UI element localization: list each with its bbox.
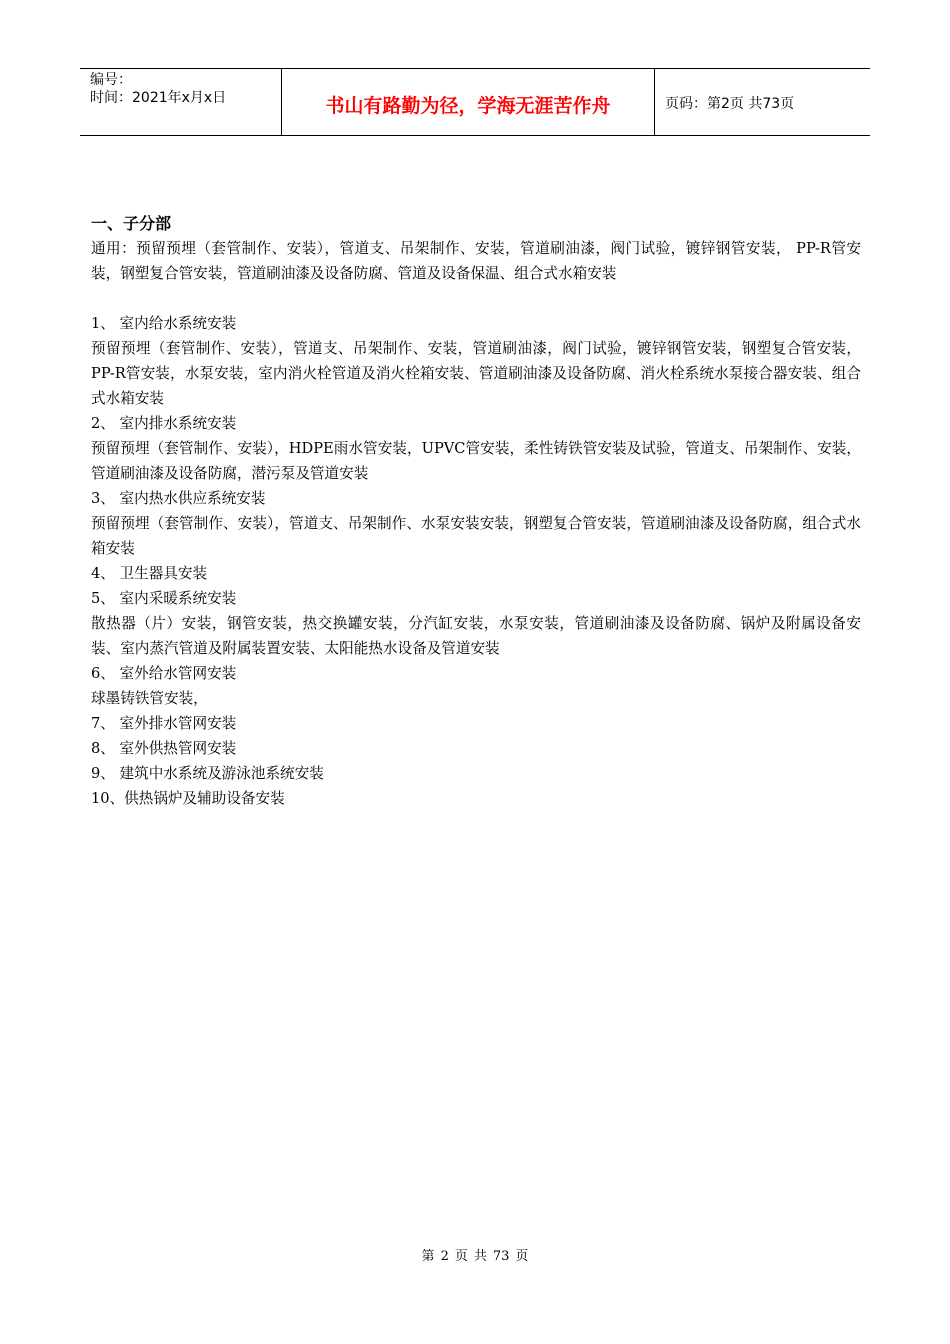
subsection-detail: 预留预埋（套管制作、安装），HDPE雨水管安装，UPVC管安装，柔性铸铁管安装及试验，管道支、吊架制作、安装，管道刷油漆及设备防腐，潜污泵及管道安装 [91,440,861,482]
subsection-heading: 4、 卫生器具安装 [91,565,208,582]
general-paragraph: 通用：预留预埋（套管制作、安装），管道支、吊架制作、安装，管道刷油漆，阀门试验，镀锌钢管安装， PP-R管安装，钢塑复合管安装，管道刷油漆及设备防腐、管道及设备保温、组合式水箱安装 [91,240,861,282]
subsection-detail: 散热器（片）安装，钢管安装，热交换罐安装，分汽缸安装，水泵安装，管道刷油漆及设备防腐、锅炉及附属设备安装、室内蒸汽管道及附属装置安装、太阳能热水设备及管道安装 [91,615,861,657]
spacer [91,286,861,311]
subsection-heading: 3、 室内热水供应系统安装 [91,490,266,507]
footer-total-pages: 73 [492,1249,510,1264]
subsection-detail: 预留预埋（套管制作、安装），管道支、吊架制作、水泵安装安装，钢塑复合管安装，管道刷油漆及设备防腐，组合式水箱安装 [91,515,861,557]
subsection-heading: 10、供热锅炉及辅助设备安装 [91,790,285,807]
document-body [91,212,861,811]
footer-prefix: 第 [421,1249,435,1264]
header-motto-cell [282,69,655,135]
subsection-heading: 1、 室内给水系统安装 [91,315,237,332]
footer-page-word: 页 [454,1249,468,1264]
header-meta-cell [80,69,282,135]
header-table [80,68,870,136]
subsection-heading: 8、 室外供热管网安装 [91,740,237,757]
subsection-heading: 7、 室外排水管网安装 [91,715,237,732]
footer-total-prefix: 共 [473,1249,487,1264]
header-page-cell [655,69,870,135]
footer-page-number: 2 [440,1249,449,1264]
subsection-heading: 6、 室外给水管网安装 [91,665,237,682]
subsection-list [91,311,861,811]
subsection-heading: 2、 室内排水系统安装 [91,415,237,432]
header-motto: 书山有路勤为径，学海无涯苦作舟 [325,94,611,117]
header-page-info: 页码：第2页 共73页 [665,96,795,112]
document-date: 时间：2021年x月x日 [90,90,227,106]
subsection-detail: 预留预埋（套管制作、安装），管道支、吊架制作、安装，管道刷油漆，阀门试验，镀锌钢管安装，钢塑复合管安装，PP-R管安装，水泵安装，室内消火栓管道及消火栓箱安装、管道刷油漆及设备防腐、消火栓系统水泵接合器安装、组合式水箱安装 [91,340,861,407]
subsection-heading: 5、 室内采暖系统安装 [91,590,237,607]
subsection-heading: 9、 建筑中水系统及游泳池系统安装 [91,765,324,782]
subsection-detail: 球墨铸铁管安装， [91,690,208,707]
section-title: 一、子分部 [91,214,172,233]
page-footer [0,1245,950,1264]
document-number-label: 编号： [90,72,132,88]
footer-total-word: 页 [515,1249,529,1264]
